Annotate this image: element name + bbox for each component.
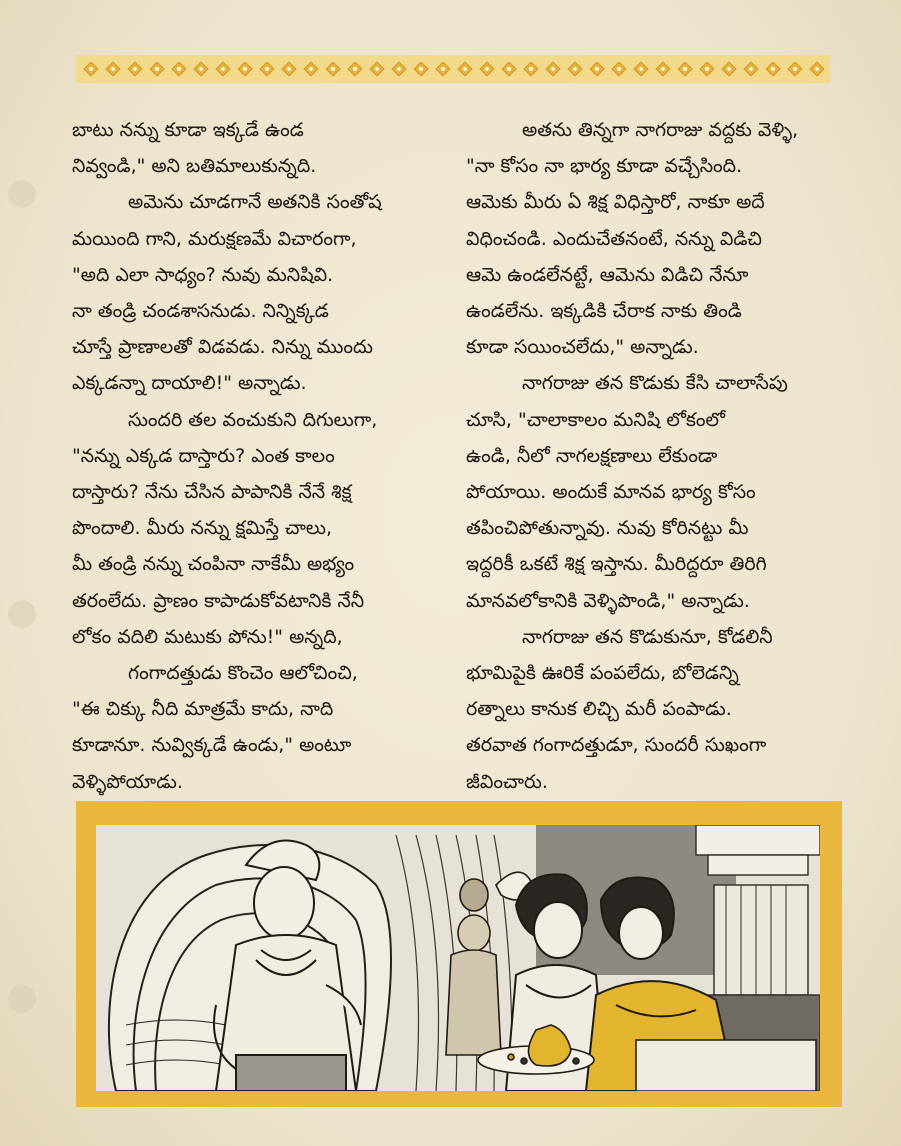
border-dot-icon: [617, 67, 621, 71]
border-dot-icon: [287, 67, 291, 71]
border-dot-icon: [111, 67, 115, 71]
punch-hole: [8, 180, 36, 208]
border-dot-icon: [375, 67, 379, 71]
paragraph: గంగాదత్తుడు కొంచెం ఆలోచించి, "ఈ చిక్కు నీది మాత్రమే కాదు, నాది కూడానూ. నువ్విక్కడే ఉండు," అంటూ వెళ్ళిపోయాడు.: [72, 662, 358, 793]
border-dot-icon: [485, 67, 489, 71]
border-dot-icon: [463, 67, 467, 71]
border-dot-icon: [749, 67, 753, 71]
paragraph: నాగరాజు తన కొడుకునూ, కోడలినీ భూమిపైకి ఊరికే పంపలేదు, బోలెడన్ని రత్నాలు కానుక లిచ్చి మరీ పంపాడు. తరవాత గంగాదత్తుడూ, సుందరీ సుఖంగా జీవించారు.: [466, 625, 773, 793]
border-dot-icon: [353, 67, 357, 71]
border-dot-icon: [177, 67, 181, 71]
border-dot-icon: [309, 67, 313, 71]
paragraph: బాటు నన్ను కూడా ఇక్కడే ఉండ నివ్వండి," అని బతిమాలుకున్నది.: [72, 119, 317, 178]
punch-hole: [8, 600, 36, 628]
border-dot-icon: [595, 67, 599, 71]
border-dot-icon: [397, 67, 401, 71]
right-column: [466, 112, 846, 800]
border-dot-icon: [815, 67, 819, 71]
border-dot-icon: [573, 67, 577, 71]
left-column: [72, 112, 452, 800]
border-dot-icon: [683, 67, 687, 71]
border-dot-icon: [639, 67, 643, 71]
paragraph: సుందరి తల వంచుకుని దిగులుగా, "నన్ను ఎక్కడ దాస్తారు? ఎంత కాలం దాస్తారు? నేను చేసిన పాపానికి నేనే శిక్ష పొందాలి. మీరు నన్ను క్షమిస్తే చాలు, మీ తండ్రి నన్ను చంపినా నాకేమీ అభ్యం తరంలేదు. ప్రాణం కాపాడుకోవటానికి నేనీ లోకం వదిలి మటుకు పోను!" అన్నది,: [72, 408, 378, 648]
border-dot-icon: [551, 67, 555, 71]
border-dot-icon: [155, 67, 159, 71]
decorative-border: [76, 55, 830, 83]
punch-hole: [8, 985, 36, 1013]
illustration-frame: [76, 801, 842, 1107]
border-dot-icon: [89, 67, 93, 71]
paragraph: అతను తిన్నగా నాగరాజు వద్దకు వెళ్ళి, "నా కోసం నా భార్య కూడా వచ్చేసింది. ఆమెకు మీరు ఏ శిక్ష విధిస్తారో, నాకూ అదే విధించండి. ఎందుచేతనంటే, నన్ను విడిచి ఆమె ఉండలేనట్టే, ఆమెను విడిచి నేనూ ఉండలేను. ఇక్కడికి చేరాక నాకు తిండి కూడా సయించలేదు," అన్నాడు.: [466, 119, 799, 359]
border-dot-icon: [441, 67, 445, 71]
border-dot-icon: [221, 67, 225, 71]
border-dot-icon: [265, 67, 269, 71]
border-dot-icon: [507, 67, 511, 71]
illustration: [96, 825, 820, 1091]
border-dot-icon: [661, 67, 665, 71]
border-dot-icon: [133, 67, 137, 71]
border-dot-icon: [793, 67, 797, 71]
paragraph: అమెను చూడగానే అతనికి సంతోష మయింది గాని, మరుక్షణమే విచారంగా, "అది ఎలా సాధ్యం? నువు మనిషివి. నా తండ్రి చండశాసనుడు. నిన్నిక్కడ చూస్తే ప్రాణాలతో విడవడు. నిన్ను ముందు ఎక్కడన్నా దాయాలి!" అన్నాడు.: [72, 191, 382, 395]
border-dot-icon: [331, 67, 335, 71]
border-pattern-icon: [76, 55, 830, 83]
border-dot-icon: [243, 67, 247, 71]
border-dot-icon: [419, 67, 423, 71]
court-scene-illustration: [96, 825, 820, 1091]
border-dot-icon: [529, 67, 533, 71]
border-dot-icon: [771, 67, 775, 71]
border-dot-icon: [705, 67, 709, 71]
border-dot-icon: [199, 67, 203, 71]
paragraph: నాగరాజు తన కొడుకు కేసి చాలాసేపు చూసి, "చాలాకాలం మనిషి లోకంలో ఉండి, నీలో నాగలక్షణాలు లేకుండా పోయాయి. అందుకే మానవ భార్య కోసం తపించిపోతున్నావు. నువు కోరినట్టు మీ ఇద్దరికీ ఒకటే శిక్ష ఇస్తాను. మీరిద్దరూ తిరిగి మానవలోకానికి వెళ్ళిపొండి," అన్నాడు.: [466, 372, 788, 612]
border-dot-icon: [727, 67, 731, 71]
